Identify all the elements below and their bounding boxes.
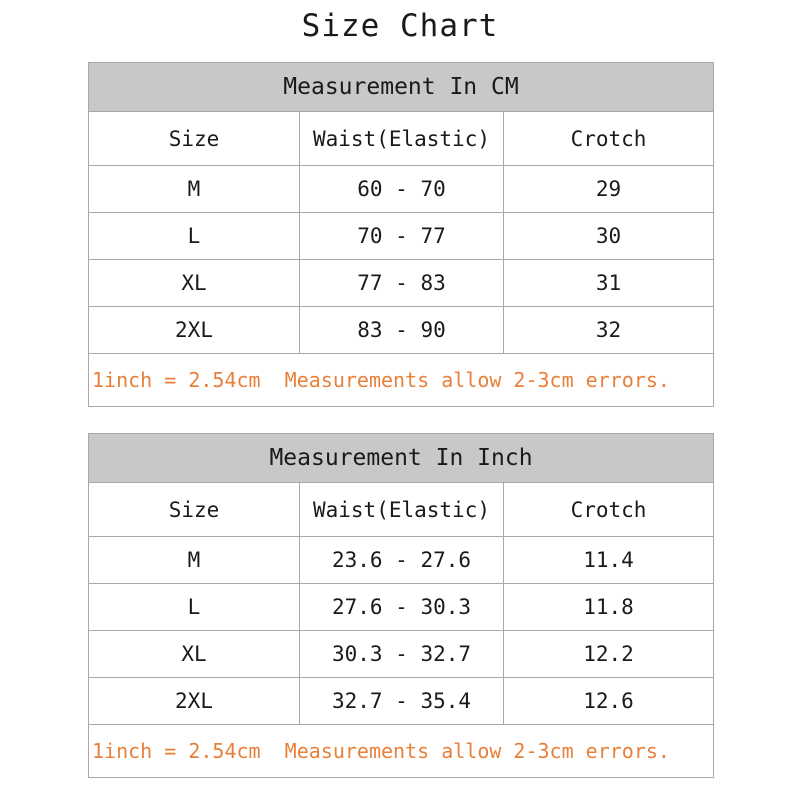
table-row: [89, 213, 714, 260]
cell-waist: 32.7 - 35.4: [300, 678, 504, 725]
column-header-waist: Waist(Elastic): [300, 483, 504, 537]
column-header-crotch: Crotch: [504, 112, 714, 166]
column-header-waist: Waist(Elastic): [300, 112, 504, 166]
cell-crotch: 31: [504, 260, 714, 307]
cell-waist: 30.3 - 32.7: [300, 631, 504, 678]
cell-waist: 60 - 70: [300, 166, 504, 213]
cell-waist: 70 - 77: [300, 213, 504, 260]
column-header-size: Size: [89, 483, 300, 537]
cell-crotch: 30: [504, 213, 714, 260]
conversion-note: 1inch = 2.54cm Measurements allow 2-3cm errors.: [89, 354, 714, 407]
cell-crotch: 11.8: [504, 584, 714, 631]
cell-size: XL: [89, 260, 300, 307]
cell-crotch: 29: [504, 166, 714, 213]
table-heading: Measurement In CM: [89, 63, 714, 112]
size-table-inch: [88, 433, 714, 778]
cell-size: L: [89, 584, 300, 631]
cell-crotch: 11.4: [504, 537, 714, 584]
cell-waist: 77 - 83: [300, 260, 504, 307]
table-row: [89, 584, 714, 631]
page-title: Size Chart: [301, 8, 499, 44]
cell-crotch: 12.6: [504, 678, 714, 725]
cell-size: XL: [89, 631, 300, 678]
cell-size: M: [89, 166, 300, 213]
table-row: [89, 537, 714, 584]
table-heading: Measurement In Inch: [89, 434, 714, 483]
cell-size: M: [89, 537, 300, 584]
table-row: [89, 631, 714, 678]
cell-waist: 23.6 - 27.6: [300, 537, 504, 584]
table-row: [89, 307, 714, 354]
size-table-cm: [88, 62, 714, 407]
cell-crotch: 32: [504, 307, 714, 354]
cell-crotch: 12.2: [504, 631, 714, 678]
cell-size: L: [89, 213, 300, 260]
cell-waist: 27.6 - 30.3: [300, 584, 504, 631]
column-header-size: Size: [89, 112, 300, 166]
cell-waist: 83 - 90: [300, 307, 504, 354]
cell-size: 2XL: [89, 678, 300, 725]
cell-size: 2XL: [89, 307, 300, 354]
column-header-crotch: Crotch: [504, 483, 714, 537]
table-row: [89, 678, 714, 725]
table-row: [89, 260, 714, 307]
conversion-note: 1inch = 2.54cm Measurements allow 2-3cm errors.: [89, 725, 714, 778]
table-row: [89, 166, 714, 213]
